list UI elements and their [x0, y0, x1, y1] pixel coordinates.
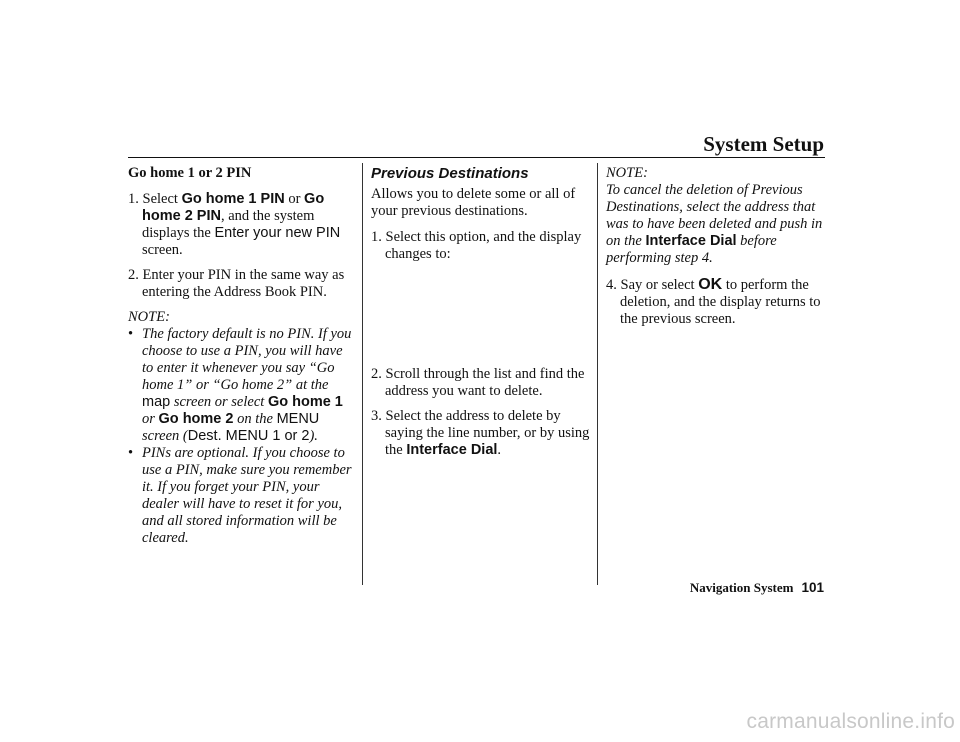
- screen-image-placeholder: [371, 271, 599, 366]
- enter-pin-screen-label: Enter your new PIN: [214, 225, 341, 241]
- go-home-2-pin-label: Go home 2 PIN: [142, 191, 325, 224]
- footer-label: Navigation System: [689, 580, 794, 595]
- bullet-icon: •: [128, 326, 134, 342]
- go-home-step-1: 1. Select Go home 1 PIN or Go home 2 PIN, and the system displays the Enter your new PIN screen.: [128, 191, 341, 258]
- ok-label: OK: [698, 276, 723, 293]
- go-home-1-label: Go home 1: [267, 394, 343, 410]
- page-header-title: System Setup: [703, 132, 824, 156]
- menu-screen-label: MENU: [276, 411, 320, 427]
- column-divider-1: [362, 163, 363, 585]
- bullet-icon: •: [128, 445, 134, 461]
- note-bullet-factory-default: • The factory default is no PIN. If you choose to use a PIN, you will have to enter it whenever you say “Go home 1” or “Go home 2” at the map screen or select Go home 1 or Go home 2 on the MENU screen (Dest. MENU 1 or 2).: [128, 326, 352, 444]
- header-rule: [128, 157, 825, 158]
- cancel-deletion-note: To cancel the deletion of Previous Destinations, select the address that was to have been deleted and push in on the Interface Dial before performing step 4.: [606, 182, 823, 266]
- previous-destinations-title: Previous Destinations: [371, 165, 529, 182]
- note-label: NOTE:: [606, 165, 648, 181]
- previous-destinations-intro: Allows you to delete some or all of your previous destinations.: [371, 186, 576, 219]
- go-home-1-pin-label: Go home 1 PIN: [181, 191, 285, 207]
- note-bullet-pins-optional: • PINs are optional. If you choose to use a PIN, make sure you remember it. If you forget your PIN, your dealer will have to reset it for you, and all stored information will be cleared.: [128, 445, 352, 546]
- go-home-2-label: Go home 2: [158, 411, 234, 427]
- page-footer: [528, 579, 824, 596]
- previous-step-3: 3. Select the address to delete by saying the line number, or by using the Interface Dial.: [371, 408, 590, 458]
- watermark-text: carmanualsonline.info: [746, 710, 955, 733]
- previous-step-4: 4. Say or select OK to perform the deletion, and the display returns to the previous screen.: [606, 276, 821, 327]
- page-number: 101: [801, 580, 824, 595]
- map-screen-label: map: [142, 394, 171, 410]
- interface-dial-label: Interface Dial: [645, 233, 737, 249]
- column-previous-destinations: [371, 165, 599, 467]
- previous-step-1: 1. Select this option, and the display changes to:: [371, 229, 582, 262]
- previous-step-2: 2. Scroll through the list and find the address you want to delete.: [371, 366, 585, 399]
- column-note-and-step-4: [606, 165, 834, 336]
- dest-menu-label: Dest. MENU 1 or 2: [187, 428, 310, 444]
- go-home-pin-heading: Go home 1 or 2 PIN: [128, 165, 252, 181]
- column-go-home-pin: [128, 165, 356, 547]
- note-label: NOTE:: [128, 309, 170, 325]
- go-home-step-2: 2. Enter your PIN in the same way as entering the Address Book PIN.: [128, 267, 345, 300]
- interface-dial-label: Interface Dial: [406, 442, 498, 458]
